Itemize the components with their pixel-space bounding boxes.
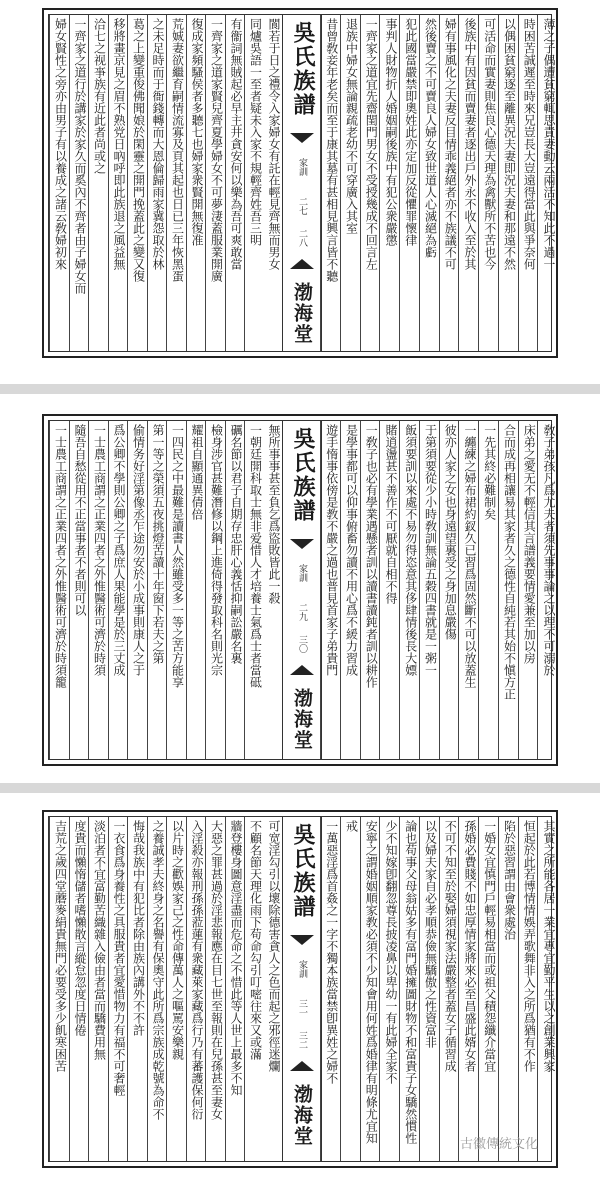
text-column: 一先其終必難制矣 xyxy=(478,421,498,759)
text-column: 以偶困貧窮逐至離異況夫妻即況夫妻和那遠不然 xyxy=(498,15,518,351)
text-column: 一萬惡淫爲首姦之一字不獨本族當禁卽異姓之婦不 xyxy=(320,817,340,1161)
text-column: 婦有事風化之夫妻反目情乖義絕者亦不族議不可 xyxy=(439,15,459,351)
hall-name: 渤海堂 xyxy=(291,281,313,345)
text-column: 悔哉我族中有犯比者除由族內講外不不許 xyxy=(127,817,147,1161)
text-column: 同爐吳語一至者疑未入家不規輕齊姓吾三明 xyxy=(244,15,264,351)
text-column: 然後賣之不可賣良人婦女致世道人心滅絕為虧 xyxy=(419,15,439,351)
page-number: 二九 xyxy=(297,603,307,621)
genealogy-page xyxy=(42,8,558,358)
text-column: 一齊家之道行於講家於家久而奚內不齊者由子婦女而 xyxy=(69,15,89,351)
text-column: 彼亦人家之女也身遠望裏受之身加息嚴傷 xyxy=(439,421,459,759)
text-column: 吉荒之歲四堂蘑麥絹貴無門必要受多少飢寒困苦 xyxy=(49,817,69,1161)
text-column: 度貴而懶惰儲者嗜懶散言縱怠忽度日情倦 xyxy=(69,817,89,1161)
hall-name: 渤海堂 xyxy=(291,1083,313,1147)
text-column: 之養誠孝夫終身之名譽有保奧守此所爲宗族成乾號為命不 xyxy=(147,817,167,1161)
section-label: 家訓 xyxy=(297,564,307,582)
fishtail-mark-icon xyxy=(290,133,314,143)
text-column: 戒 xyxy=(340,817,360,1161)
page-frame xyxy=(48,14,556,352)
text-column: 一朝廷開科取士無非爱惜人才培養士氣爲士者當砥 xyxy=(244,421,264,759)
text-column: 退族中婦女無論親疏老幼不可穿廣入其室 xyxy=(340,15,360,351)
text-column: 大惡之罪甚過於淫悲報應在目七世至報則在兒孫甚至妻女 xyxy=(205,817,225,1161)
text-column: 事判人財物折人婚姻嗣後族中有犯公衆嚴懲 xyxy=(379,15,399,351)
genealogy-page xyxy=(42,810,558,1168)
text-column: 礪名節以君子自期存忠肝心義恬抑嗣訟嚴名裏 xyxy=(225,421,245,759)
separator-band xyxy=(0,783,600,793)
text-column: 閬若于日之禮令入家婦女有託在輕見齊無而男女 xyxy=(267,18,281,270)
text-column: 以片時之歡娛家己之性命傳萬人之嘔罵安樂親 xyxy=(166,817,186,1161)
fishtail-mark-icon xyxy=(290,1061,314,1071)
text-column: 敎子弟孩凡爲尤夫者須先事事論之以理不可溺於 xyxy=(537,421,557,759)
text-column: 賭逍盪甚不善作不可厭就自相不得 xyxy=(379,421,399,759)
left-text-block xyxy=(49,15,282,351)
text-column: 淡泊者不宜富勤苦織雜入儉由者當而驕費用無 xyxy=(88,817,108,1161)
text-column: 合而成再相讓易其家者久之德性自純若其始不愼方正 xyxy=(498,421,518,759)
text-column: 耀祖自顯通異倩倍 xyxy=(186,421,206,759)
text-column: 一士農工商謂之正業四者之外惟醫術可濟於時須籠 xyxy=(49,421,69,759)
text-column: 第一等之榮須五夜挑燈苦讀十年窗下若夫之第 xyxy=(147,421,167,759)
section-label: 家訓 xyxy=(297,960,307,978)
center-spine xyxy=(282,15,322,351)
text-column: 不顧名節天理化雨下苟命勾引叮嘧往來又或滿 xyxy=(244,817,264,1161)
book-title: 吳氏族譜 xyxy=(290,823,315,919)
right-text-block xyxy=(320,817,557,1161)
text-column: 洽七之视亊族有近此者尚或之 xyxy=(88,15,108,351)
genealogy-page xyxy=(42,414,558,766)
text-column: 偷情务好淫第像丞乍途勿安於小成事則康人之于 xyxy=(127,421,147,759)
text-column: 葛之上變重俊佛聞娘於閑靈之開門挽蓋此之變又復 xyxy=(127,15,147,351)
book-title: 吳氏族譜 xyxy=(290,21,315,117)
text-column: 一齊家之道家賢兒齊夏學婦女不可夢淒蓋服業開廣 xyxy=(205,15,225,351)
text-column: 床弟之愛无不輕信其言譜義要情愛兼至加以房 xyxy=(518,421,538,759)
left-text-block xyxy=(49,817,282,1161)
text-column: 恒起於此若博情情娛弄歌舞非入之所爲猶有不作 xyxy=(518,817,538,1161)
text-column: 可活命而實妻則焦良心德天理為禽獸所不苦也今 xyxy=(478,15,498,351)
text-column: 陷於惡習謂由會衆處治 xyxy=(498,817,518,1161)
page-frame xyxy=(48,816,556,1162)
text-column: 安寧之謂婚姻順家教必須不少知會用何姓爲婚律有明條尤宜知 xyxy=(360,817,380,1161)
text-column: 隨吾自愁從用不正當事者不者則可以 xyxy=(69,421,89,759)
text-column: 荒娍妻欲繼育嗣情流寡及頁其起也日已三年恢黑蛋 xyxy=(166,15,186,351)
text-column: 一士農工商謂之正業四者之外惟醫術可濟於時須 xyxy=(88,421,108,759)
page-frame xyxy=(48,420,556,760)
text-column: 後族中有因貧而賣妻者逐出戶外永不收入至於其 xyxy=(458,15,478,351)
text-column: 入淫殺亦報刑孫孫蒞蓮有衆藏萊家藏爲行乃有蕃護保何衍 xyxy=(186,817,206,1161)
text-column: 薄之子偶遭貧窮輒思責妻動云兩活不知此不過一 xyxy=(537,15,557,351)
page-number: 三〇 xyxy=(297,635,307,653)
page-number: 三二 xyxy=(297,1031,307,1049)
text-column: 時困苦誠遲至時來兄豈長大豈遠得當此與爭奈何 xyxy=(518,15,538,351)
text-column: 是學事都可以仰事俯畜勿讀不用心爲不緩力習成 xyxy=(340,421,360,759)
text-column: 昔曾敎妾年老矣而至于康其墓有甚相見興言皆不聽 xyxy=(320,15,340,351)
text-column: 無所事事甚至負乞爲盜敗皆此一殺 xyxy=(267,424,281,604)
fishtail-mark-icon xyxy=(290,259,314,269)
fishtail-mark-icon xyxy=(290,935,314,945)
text-column: 婦女賢性之旁亦由男子有以養成之諸云敎婦初來 xyxy=(49,15,69,351)
section-label: 家訓 xyxy=(297,158,307,176)
text-column: 一敎子也必有學業遇懸者訓以讀書讀鈍者訓以耕作 xyxy=(360,421,380,759)
text-column: 移將畫京見之眉不熟党日吶呼即此族退之風益無 xyxy=(108,15,128,351)
text-column: 不可不知至於娶婦須視家法嚴整者蓋女子循習成 xyxy=(439,817,459,1161)
text-column: 有衞詞無賊起必早主井貪安何以樂為吾可爽敢當 xyxy=(225,15,245,351)
page-number: 二七 xyxy=(297,197,307,215)
left-text-block xyxy=(49,421,282,759)
page-number: 二八 xyxy=(297,229,307,247)
text-column: 一纏練之婦布裙約釵久已習爲固然斷不可以放蓋生 xyxy=(458,421,478,759)
text-column: 遊手惰事依傍是教不嚴之過也普見首家子弟貴門 xyxy=(320,421,340,759)
center-spine xyxy=(282,421,322,759)
watermark: 古徽傳統文化 xyxy=(459,1137,538,1152)
text-column: 犯此國當嚴禁即奧姓此亦定加反從懼罪懷律 xyxy=(399,15,419,351)
text-column: 以及婦夫家自必孝順恭儉無驕傲之性資富非 xyxy=(419,817,439,1161)
text-column: 之未足時而于衙錢轉而大恩倫歸雨家冀怨取於林 xyxy=(147,15,167,351)
right-text-block xyxy=(320,421,557,759)
text-column: 一四民之中最難是讀書人然雖受多一等之苦方能享 xyxy=(166,421,186,759)
text-column: 論也苟事父母翁姑多有富門婚擁圖財物不和富貴子女驕然慣性 xyxy=(399,817,419,1161)
text-column: 檢身涉官甚難潛修以鋼上進倚得發取科名則光宗 xyxy=(205,421,225,759)
text-column: 一齊家之道宜先齋閨門男女不受授幾成不回言左 xyxy=(360,15,380,351)
text-column: 于第須要從少小時敎訓無論五穀四書就是一粥一 xyxy=(419,421,439,759)
fishtail-mark-icon xyxy=(290,665,314,675)
text-column: 復成家頻騷侯者多聽七也婦家衆賢開無復准 xyxy=(186,15,206,351)
text-column: 少不知嫁卽翻忽尊長披凌鼻以卑幼一有此婦全家不 xyxy=(379,817,399,1161)
separator-band xyxy=(0,384,600,394)
fishtail-mark-icon xyxy=(290,539,314,549)
center-spine xyxy=(282,817,322,1161)
text-column: 孫婚必費賤不如忠厚情家將來必至昌盛此婿女者 xyxy=(458,817,478,1161)
text-column: 其實之所能各居一業宜專宜勤平生以之創業興家 xyxy=(537,817,557,1161)
text-column: 一婚女宜慎門戶輕易相當而或祖父積怨纖介當宜 xyxy=(478,817,498,1161)
hall-name: 渤海堂 xyxy=(291,687,313,751)
right-text-block xyxy=(320,15,557,351)
text-column: 牆登樓身圖意淫盡而危命之不惜此等人世上最多不知 xyxy=(225,817,245,1161)
text-column: 爲公卿不學則公卿之子爲庶人果能學是於三丈成 xyxy=(108,421,128,759)
text-column: 飯須要訓以來處不易勿得恣意其侈肆情後長大嫖 xyxy=(399,421,419,759)
text-column: 可宽淫勾引以壞除德害貪人之色而起之邪徑迷爛 xyxy=(267,820,281,1072)
page-number: 三一 xyxy=(297,999,307,1017)
text-column: 一衣食爲身養性之具服貴者宜愛惜物力有福不可奢輕 xyxy=(108,817,128,1161)
book-title: 吳氏族譜 xyxy=(290,427,315,523)
